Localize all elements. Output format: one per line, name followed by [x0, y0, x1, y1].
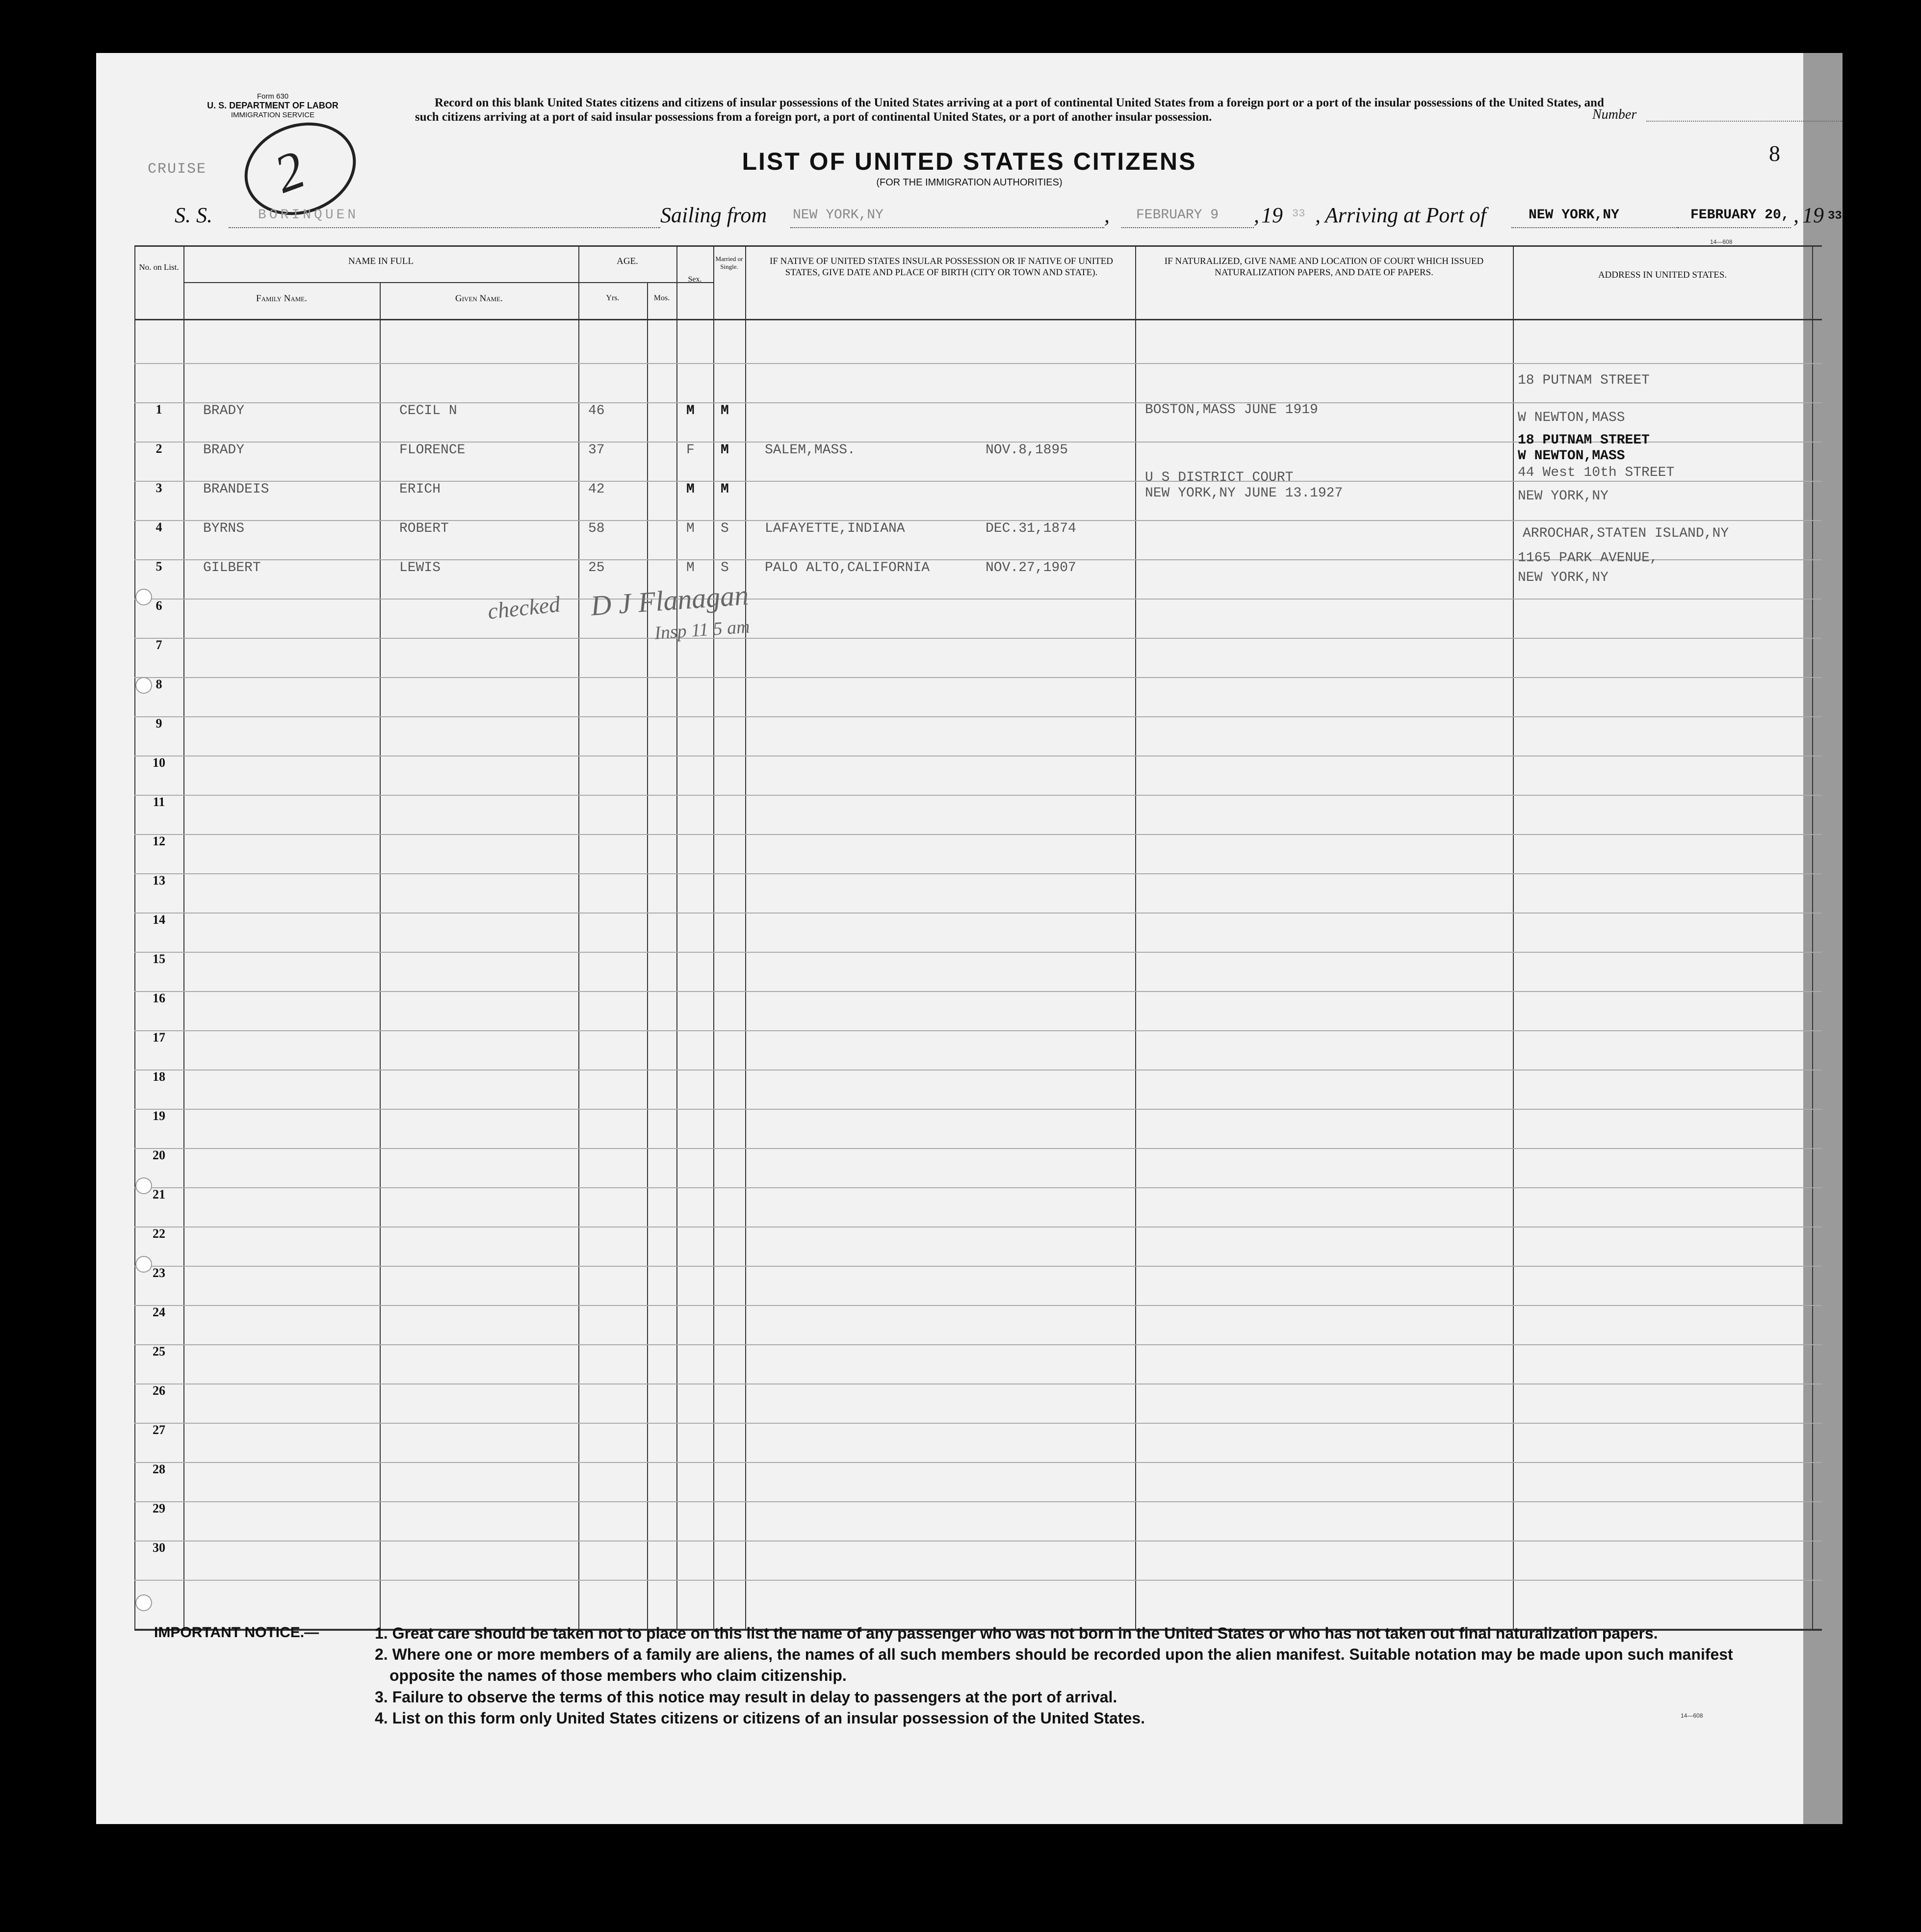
row-line: [134, 1109, 1822, 1110]
passenger-3-court: U S DISTRICT COURT: [1145, 470, 1294, 485]
row-line: [134, 1423, 1822, 1424]
form-header-block: [140, 92, 405, 119]
notice-item-1: 1. Great care should be taken not to place on this list the name of any passenger who was not born in the United States or who has not taken out final naturalization papers.: [375, 1624, 1658, 1642]
col-header-family: Family Name.: [256, 293, 307, 304]
arriving-date-field: [1678, 227, 1791, 228]
row-number: 14: [153, 913, 165, 927]
row-line: [134, 677, 1822, 678]
checked-annotation: checked: [486, 591, 562, 624]
passenger-table: [134, 245, 1822, 1629]
row-number: 5: [156, 559, 162, 574]
passenger-3-address-1: 44 West 10th STREET: [1518, 465, 1675, 480]
passenger-4-married: S: [721, 521, 729, 536]
page-title: LIST OF UNITED STATES CITIZENS: [742, 148, 1197, 175]
row-number: 21: [153, 1187, 165, 1201]
inspector-signature: D J Flanagan: [590, 578, 750, 622]
passenger-5-married: S: [721, 560, 729, 575]
row-number: 30: [153, 1540, 165, 1555]
row-number: 27: [153, 1423, 165, 1437]
arriving-port-field: [1511, 227, 1678, 228]
row-line: [134, 834, 1822, 835]
row-line: [134, 795, 1822, 796]
row-number: 10: [153, 756, 165, 770]
passenger-5-given: LEWIS: [399, 560, 441, 575]
passenger-3-age: 42: [588, 482, 605, 497]
sailing-field: [790, 227, 1104, 228]
col-header-no: No. on List.: [139, 262, 179, 272]
notice-item-4: 4. List on this form only United States citizens or citizens of an insular possession of the United States.: [375, 1709, 1145, 1727]
passenger-1-address: W NEWTON,MASS: [1518, 410, 1625, 425]
year-prefix-1: 19: [1261, 203, 1283, 227]
passenger-1-given: CECIL N: [399, 403, 457, 418]
row-line: [134, 599, 1822, 600]
row-number: 8: [156, 677, 162, 691]
row-number: 7: [156, 638, 162, 652]
row-number: 29: [153, 1501, 165, 1515]
col-header-sex: Sex.: [688, 275, 702, 284]
col-header-yrs: Yrs.: [606, 294, 620, 302]
passenger-3-sex: M: [686, 482, 695, 497]
passenger-5-birth-place: PALO ALTO,CALIFORNIA: [765, 560, 930, 575]
sailing-date: FEBRUARY 9: [1136, 208, 1219, 223]
notice-item-3: 3. Failure to observe the terms of this notice may result in delay to passengers at the port of arrival.: [375, 1688, 1117, 1706]
passenger-2-birth-place: SALEM,MASS.: [765, 443, 856, 458]
row-line: [134, 991, 1822, 992]
col-header-native: IF NATIVE OF UNITED STATES INSULAR POSSESSION OR IF NATIVE OF UNITED STATES, GIVE DATE AND PLACE OF BIRTH (CITY OR TOWN AND STATE).: [770, 256, 1113, 278]
row-line: [134, 756, 1822, 757]
row-number: 15: [153, 952, 165, 966]
row-number: 6: [156, 599, 162, 613]
col-header-married: Married or Single.: [715, 255, 743, 270]
row-number: 20: [153, 1148, 165, 1162]
notice-item-2: 2. Where one or more members of a family are aliens, the names of all such members should be recorded upon the alien manifest. Suitable notation may be made upon such manifest opposite the names of those members who claim citizenship.: [375, 1645, 1733, 1685]
passenger-4-age: 58: [588, 521, 605, 536]
passenger-4-birth-date: DEC.31,1874: [986, 521, 1076, 536]
row-number: 17: [153, 1030, 165, 1044]
passenger-3-married: M: [721, 482, 729, 497]
sailing-from: NEW YORK,NY: [793, 208, 883, 223]
row-number: 24: [153, 1305, 165, 1319]
ss-label: S. S.: [175, 203, 212, 227]
row-line: [134, 1266, 1822, 1267]
row-line: [134, 1540, 1822, 1541]
sailing-date-field: [1121, 227, 1254, 228]
col-header-mos: Mos.: [653, 294, 670, 302]
row-number: 9: [156, 716, 162, 731]
row-number: 26: [153, 1384, 165, 1398]
passenger-2-family: BRADY: [203, 443, 245, 458]
row-line: [134, 1462, 1822, 1463]
passenger-4-sex: M: [686, 521, 695, 536]
row-number: 22: [153, 1227, 165, 1241]
col-header-naturalized: IF NATURALIZED, GIVE NAME AND LOCATION OF COURT WHICH ISSUED NATURALIZATION PAPERS, AND DATE OF PAPERS.: [1164, 256, 1484, 278]
arriving-port: NEW YORK,NY: [1529, 208, 1619, 223]
passenger-2-married: M: [721, 443, 729, 458]
passenger-3-family: BRANDEIS: [203, 482, 269, 497]
passenger-5-address-1: 1165 PARK AVENUE,: [1518, 550, 1658, 566]
inspection-note: Insp 11 5 am: [653, 616, 751, 644]
department-name: U. S. DEPARTMENT OF LABOR: [207, 101, 338, 111]
passenger-4-birth-place: LAFAYETTE,INDIANA: [765, 521, 905, 536]
row-line: [134, 1344, 1822, 1345]
row-line: [134, 952, 1822, 953]
year-prefix-2: 19: [1802, 203, 1824, 227]
row-line: [134, 1148, 1822, 1149]
row-number: 12: [153, 834, 165, 848]
form-print-id: 14—608: [1710, 238, 1733, 245]
row-number: 2: [156, 442, 162, 456]
circled-number-text: 2: [266, 139, 312, 205]
row-number: 1: [156, 402, 162, 417]
address-top: 18 PUTNAM STREET: [1518, 373, 1650, 388]
passenger-3-address-2: NEW YORK,NY: [1518, 489, 1609, 504]
passenger-2-age: 37: [588, 443, 605, 458]
row-line: [134, 913, 1822, 914]
punch-hole: [135, 1594, 152, 1611]
passenger-2-address-2: W NEWTON,MASS: [1518, 448, 1625, 464]
passenger-5-family: GILBERT: [203, 560, 261, 575]
service-name: IMMIGRATION SERVICE: [231, 110, 315, 119]
row-number: 16: [153, 991, 165, 1005]
row-line: [134, 1305, 1822, 1306]
passenger-3-given: ERICH: [399, 482, 441, 497]
voyage-line: S. S. BORINQUEN Sailing from NEW YORK,NY , FEBRUARY 9 , 19 33 , Arriving at Port of NEW YORK,NY FEBRUARY 20, , 19 33: [175, 203, 1842, 227]
passenger-1-naturalized: BOSTON,MASS JUNE 1919: [1145, 402, 1318, 418]
number-field-line: [1646, 121, 1843, 122]
page-number: 8: [1769, 141, 1780, 166]
passenger-1-age: 46: [588, 403, 605, 418]
passenger-4-given: ROBERT: [399, 521, 449, 536]
punch-hole: [135, 1256, 152, 1273]
passenger-1-family: BRADY: [203, 403, 245, 418]
row-line: [134, 1187, 1822, 1188]
passenger-3-court-date: NEW YORK,NY JUNE 13.1927: [1145, 486, 1343, 501]
row-line: [134, 520, 1822, 521]
manifest-page: [96, 53, 1843, 1824]
row-line: [134, 363, 1822, 364]
footer-print-id: 14—608: [1681, 1712, 1703, 1719]
year-suffix-2: 33: [1828, 209, 1842, 223]
year-suffix-1: 33: [1292, 208, 1305, 220]
passenger-2-sex: F: [686, 443, 695, 458]
passenger-2-given: FLORENCE: [399, 443, 466, 458]
passenger-5-age: 25: [588, 560, 605, 575]
sailing-label: Sailing from: [660, 203, 767, 227]
col-header-given: Given Name.: [455, 293, 503, 304]
punch-hole: [135, 677, 152, 694]
notice-label: IMPORTANT NOTICE.—: [154, 1624, 319, 1641]
col-header-address: ADDRESS IN UNITED STATES.: [1598, 270, 1727, 280]
punch-hole: [135, 1177, 152, 1194]
passenger-1-sex: M: [686, 403, 695, 418]
passenger-2-address-1: 18 PUTNAM STREET: [1518, 433, 1650, 448]
passenger-4-address: ARROCHAR,STATEN ISLAND,NY: [1523, 526, 1729, 541]
row-line: [134, 1580, 1822, 1581]
form-number: Form 630: [257, 92, 289, 101]
row-line: [134, 873, 1822, 874]
notice-items: [375, 1623, 1773, 1729]
col-header-name: NAME IN FULL: [348, 256, 414, 266]
row-line: [134, 638, 1822, 639]
ship-field: [229, 227, 660, 228]
passenger-5-birth-date: NOV.27,1907: [986, 560, 1076, 575]
passenger-5-sex: M: [686, 560, 695, 575]
row-number: 23: [153, 1266, 165, 1280]
row-number: 4: [156, 520, 162, 534]
row-line: [134, 402, 1822, 403]
passenger-2-birth-date: NOV.8,1895: [986, 443, 1068, 458]
ship-name: BORINQUEN: [258, 208, 359, 223]
row-line: [134, 716, 1822, 717]
page-subtitle: (FOR THE IMMIGRATION AUTHORITIES): [876, 177, 1063, 188]
punch-hole: [135, 589, 152, 605]
important-notice: [154, 1623, 1773, 1729]
number-label: Number: [1592, 107, 1637, 122]
row-number: 19: [153, 1109, 165, 1123]
arriving-date: FEBRUARY 20,: [1690, 208, 1790, 223]
cruise-stamp: CRUISE: [148, 161, 207, 178]
row-number: 11: [153, 795, 165, 809]
form-intro-text: Record on this blank United States citizens and citizens of insular possessions of the United States arriving at a port of continental United States from a foreign port or a port of the insular possessions of the United States, and such citizens arriving at a port of said insular possessions from a foreign port, a port of continental United States, or a port of another insular possession.: [415, 96, 1604, 124]
row-number: 3: [156, 481, 162, 495]
passenger-4-family: BYRNS: [203, 521, 245, 536]
col-header-age: AGE.: [617, 256, 638, 266]
row-line: [134, 1030, 1822, 1031]
arriving-label: Arriving at Port of: [1325, 203, 1486, 227]
row-line: [134, 481, 1822, 482]
row-number: 28: [153, 1462, 165, 1476]
row-number: 25: [153, 1344, 165, 1358]
row-number: 18: [153, 1070, 165, 1084]
passenger-1-married: M: [721, 403, 729, 418]
row-line: [134, 1501, 1822, 1502]
passenger-5-address-2: NEW YORK,NY: [1518, 570, 1609, 585]
row-number: 13: [153, 873, 165, 888]
